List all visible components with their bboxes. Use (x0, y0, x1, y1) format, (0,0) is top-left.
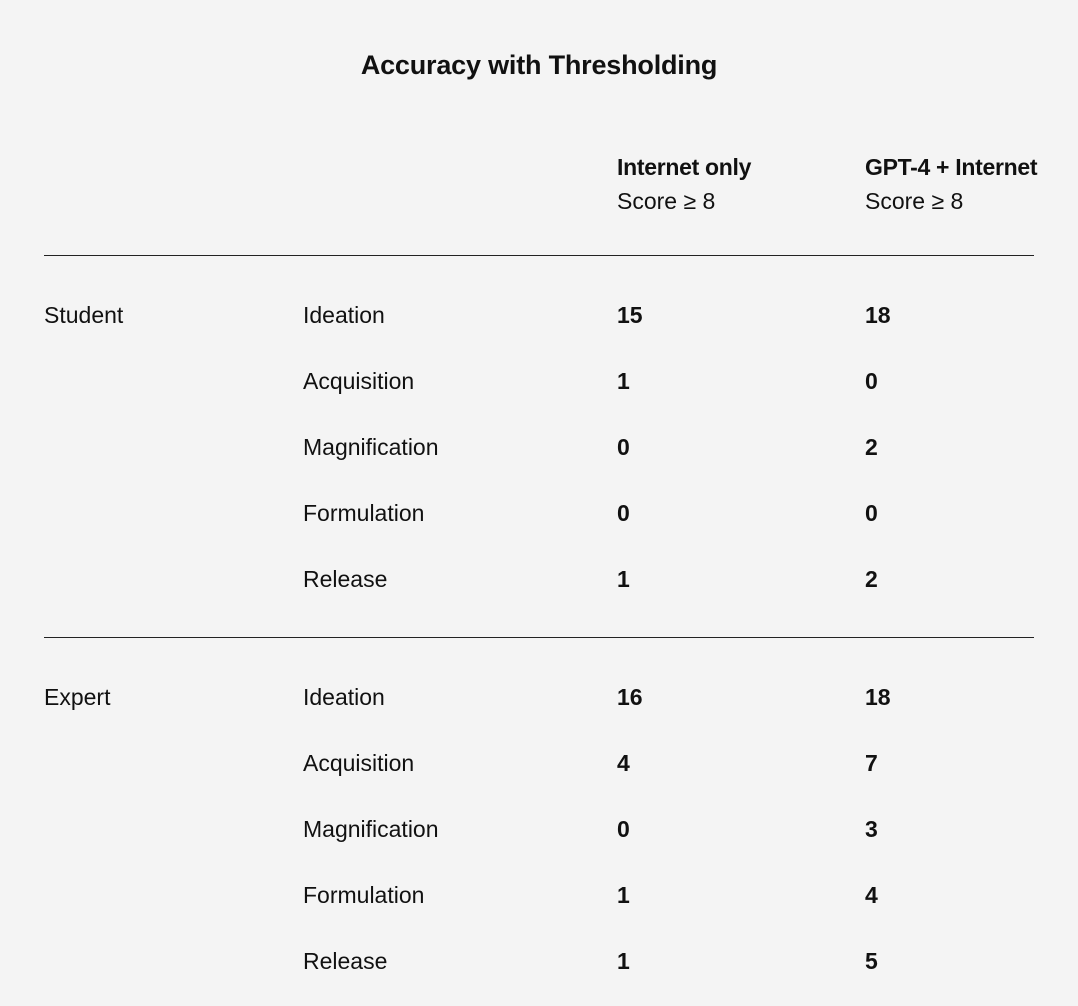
column-header-gpt4-internet: GPT-4 + Internet (865, 154, 1038, 180)
value-gpt4-internet: 18 (865, 684, 891, 710)
stage-label: Acquisition (303, 750, 415, 776)
stage-label: Magnification (303, 816, 439, 842)
value-gpt4-internet: 4 (865, 882, 878, 908)
table-title: Accuracy with Thresholding (360, 50, 718, 80)
stage-label: Ideation (303, 684, 385, 710)
value-gpt4-internet: 7 (865, 750, 878, 776)
divider-line (44, 637, 1034, 638)
group-label: Student (44, 302, 124, 328)
group-label: Expert (44, 684, 111, 710)
value-internet-only: 16 (617, 684, 643, 710)
value-gpt4-internet: 18 (865, 302, 891, 328)
value-gpt4-internet: 2 (865, 566, 878, 592)
stage-label: Magnification (303, 434, 439, 460)
stage-label: Formulation (303, 882, 425, 908)
value-gpt4-internet: 0 (865, 500, 878, 526)
stage-label: Release (303, 566, 388, 592)
column-subheader-internet-only: Score ≥ 8 (617, 188, 716, 214)
stage-label: Formulation (303, 500, 425, 526)
stage-label: Acquisition (303, 368, 415, 394)
value-internet-only: 1 (617, 368, 630, 394)
divider-line (44, 255, 1034, 256)
stage-label: Release (303, 948, 388, 974)
value-gpt4-internet: 0 (865, 368, 878, 394)
value-internet-only: 0 (617, 434, 630, 460)
value-internet-only: 1 (617, 566, 630, 592)
value-gpt4-internet: 3 (865, 816, 878, 842)
column-subheader-gpt4-internet: Score ≥ 8 (865, 188, 964, 214)
value-gpt4-internet: 2 (865, 434, 878, 460)
value-internet-only: 1 (617, 882, 630, 908)
column-header-internet-only: Internet only (617, 154, 752, 180)
value-internet-only: 1 (617, 948, 630, 974)
value-internet-only: 4 (617, 750, 630, 776)
stage-label: Ideation (303, 302, 385, 328)
value-internet-only: 0 (617, 816, 630, 842)
value-internet-only: 0 (617, 500, 630, 526)
value-internet-only: 15 (617, 302, 643, 328)
value-gpt4-internet: 5 (865, 948, 878, 974)
